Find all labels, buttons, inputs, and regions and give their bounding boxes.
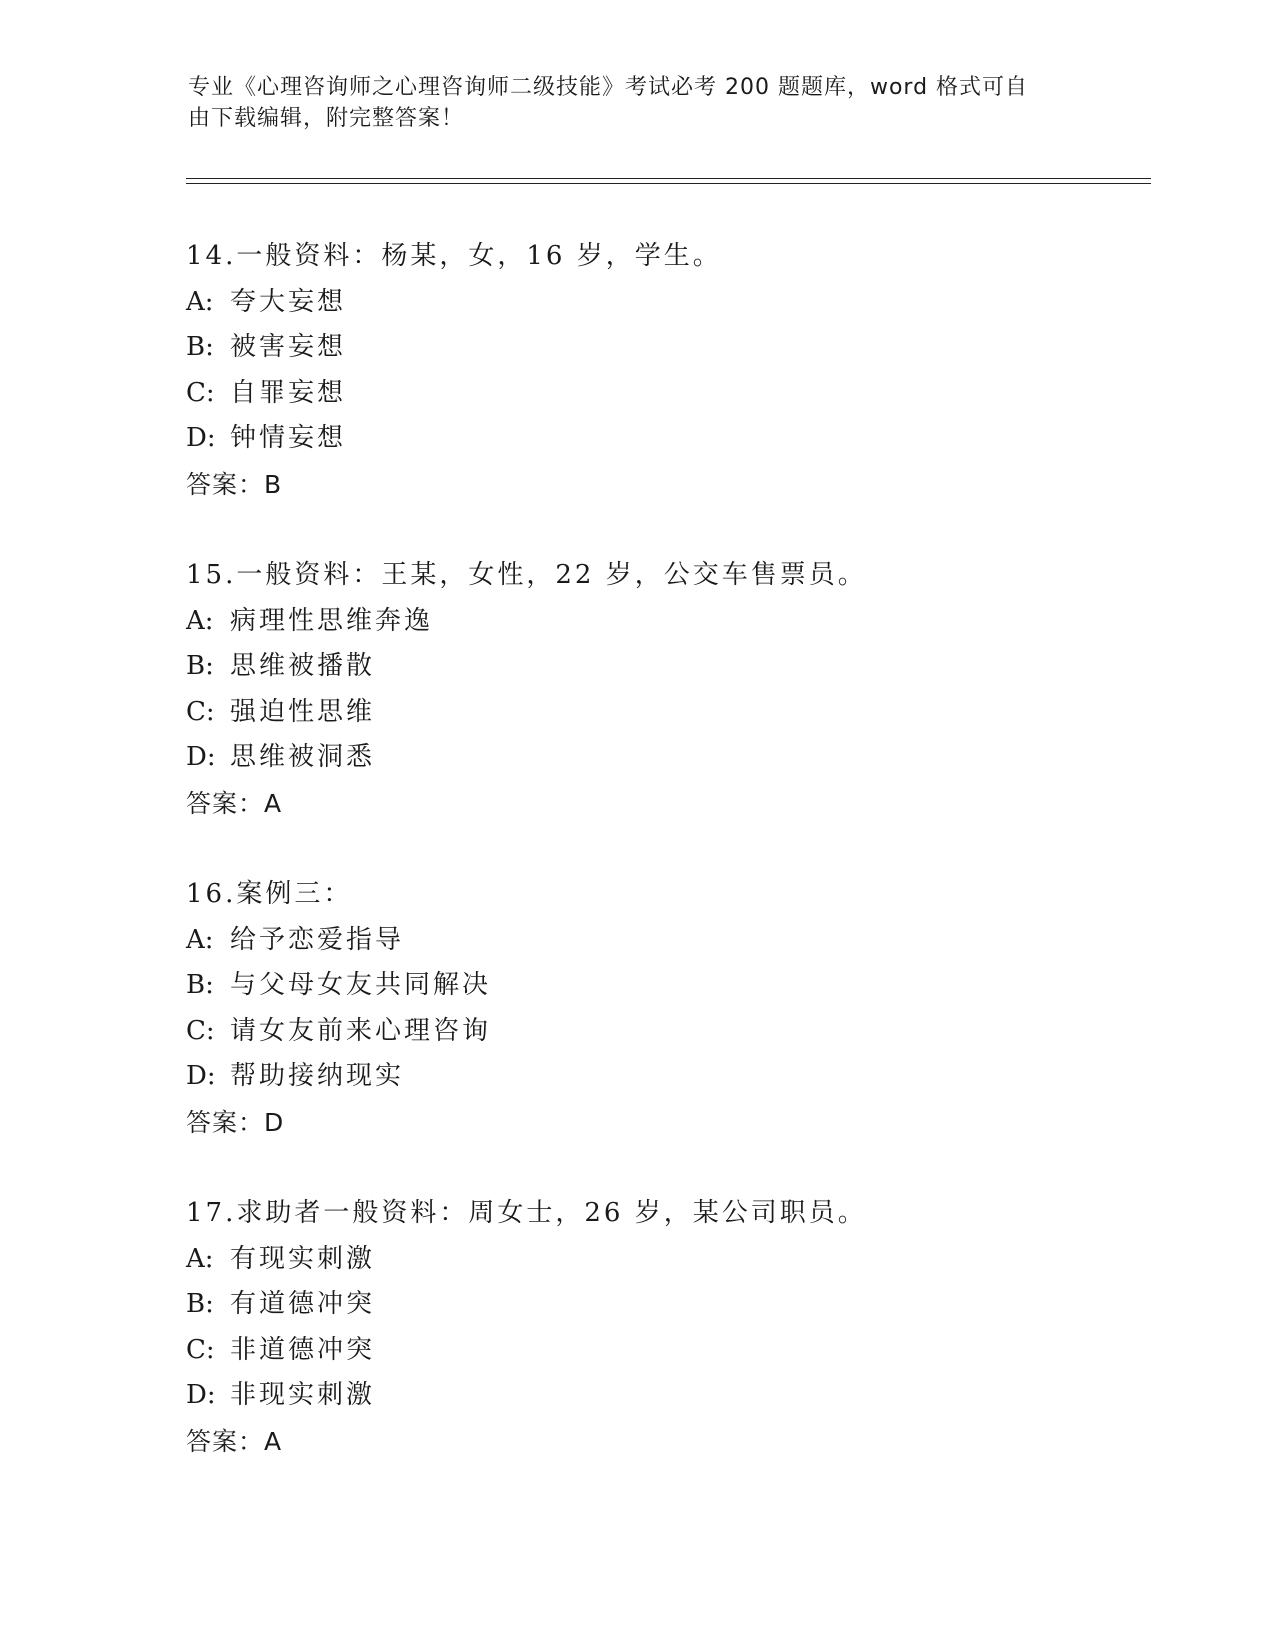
- option-text: 夸大妄想: [230, 286, 347, 317]
- option-b: [186, 325, 722, 371]
- option-key: C:: [186, 1015, 215, 1046]
- header-divider-top: [186, 178, 1151, 179]
- question-16: [186, 872, 491, 1146]
- option-c: [186, 1328, 867, 1374]
- option-d: [186, 735, 867, 781]
- option-text: 思维被洞悉: [230, 742, 376, 773]
- question-15: [186, 553, 867, 827]
- option-c: [186, 371, 722, 417]
- answer-line: 答案：A: [186, 788, 283, 818]
- option-a: [186, 599, 867, 645]
- answer-line: 答案：D: [186, 1107, 285, 1137]
- option-key: B:: [186, 332, 214, 363]
- question-stem: 16.案例三：: [186, 879, 353, 909]
- option-a: [186, 1237, 867, 1283]
- option-text: 非现实刺激: [230, 1380, 376, 1411]
- option-text: 有现实刺激: [230, 1243, 376, 1274]
- option-text: 强迫性思维: [230, 696, 376, 727]
- question-17: [186, 1191, 867, 1465]
- question-stem: 15.一般资料：王某，女性，22 岁，公交车售票员。: [186, 560, 867, 590]
- option-key: A:: [186, 924, 214, 955]
- option-c: [186, 1009, 491, 1055]
- option-text: 帮助接纳现实: [230, 1061, 405, 1092]
- option-text: 与父母女友共同解决: [230, 970, 492, 1001]
- question-stem: 14.一般资料：杨某，女，16 岁，学生。: [186, 241, 722, 271]
- header-line-2: 由下载编辑，附完整答案！: [188, 106, 465, 131]
- header-divider-bottom: [186, 183, 1151, 184]
- question-14: [186, 234, 722, 508]
- option-d: [186, 416, 722, 462]
- option-text: 有道德冲突: [230, 1289, 376, 1320]
- option-text: 自罪妄想: [230, 377, 347, 408]
- option-key: A:: [186, 286, 214, 317]
- option-b: [186, 1282, 867, 1328]
- option-text: 非道德冲突: [230, 1334, 376, 1365]
- option-a: [186, 280, 722, 326]
- option-d: [186, 1373, 867, 1419]
- option-key: C:: [186, 696, 215, 727]
- option-d: [186, 1054, 491, 1100]
- option-c: [186, 690, 867, 736]
- option-key: B:: [186, 1289, 214, 1320]
- document-header: [188, 72, 1088, 134]
- option-b: [186, 644, 867, 690]
- option-key: B:: [186, 651, 214, 682]
- option-key: C:: [186, 377, 215, 408]
- option-key: C:: [186, 1334, 215, 1365]
- option-text: 被害妄想: [230, 332, 347, 363]
- header-line-1: 专业《心理咨询师之心理咨询师二级技能》考试必考 200 题题库，word 格式可自: [188, 75, 1029, 100]
- option-key: D:: [186, 1380, 216, 1411]
- option-key: D:: [186, 1061, 216, 1092]
- option-a: [186, 918, 491, 964]
- option-text: 钟情妄想: [230, 423, 347, 454]
- option-key: A:: [186, 1243, 214, 1274]
- option-text: 病理性思维奔逸: [230, 605, 434, 636]
- option-key: D:: [186, 742, 216, 773]
- option-key: A:: [186, 605, 214, 636]
- answer-line: 答案：A: [186, 1426, 283, 1456]
- option-key: D:: [186, 423, 216, 454]
- option-key: B:: [186, 970, 214, 1001]
- option-b: [186, 963, 491, 1009]
- answer-line: 答案：B: [186, 469, 283, 499]
- option-text: 请女友前来心理咨询: [230, 1015, 492, 1046]
- option-text: 给予恋爱指导: [230, 924, 405, 955]
- option-text: 思维被播散: [230, 651, 376, 682]
- question-stem: 17.求助者一般资料：周女士，26 岁，某公司职员。: [186, 1198, 867, 1228]
